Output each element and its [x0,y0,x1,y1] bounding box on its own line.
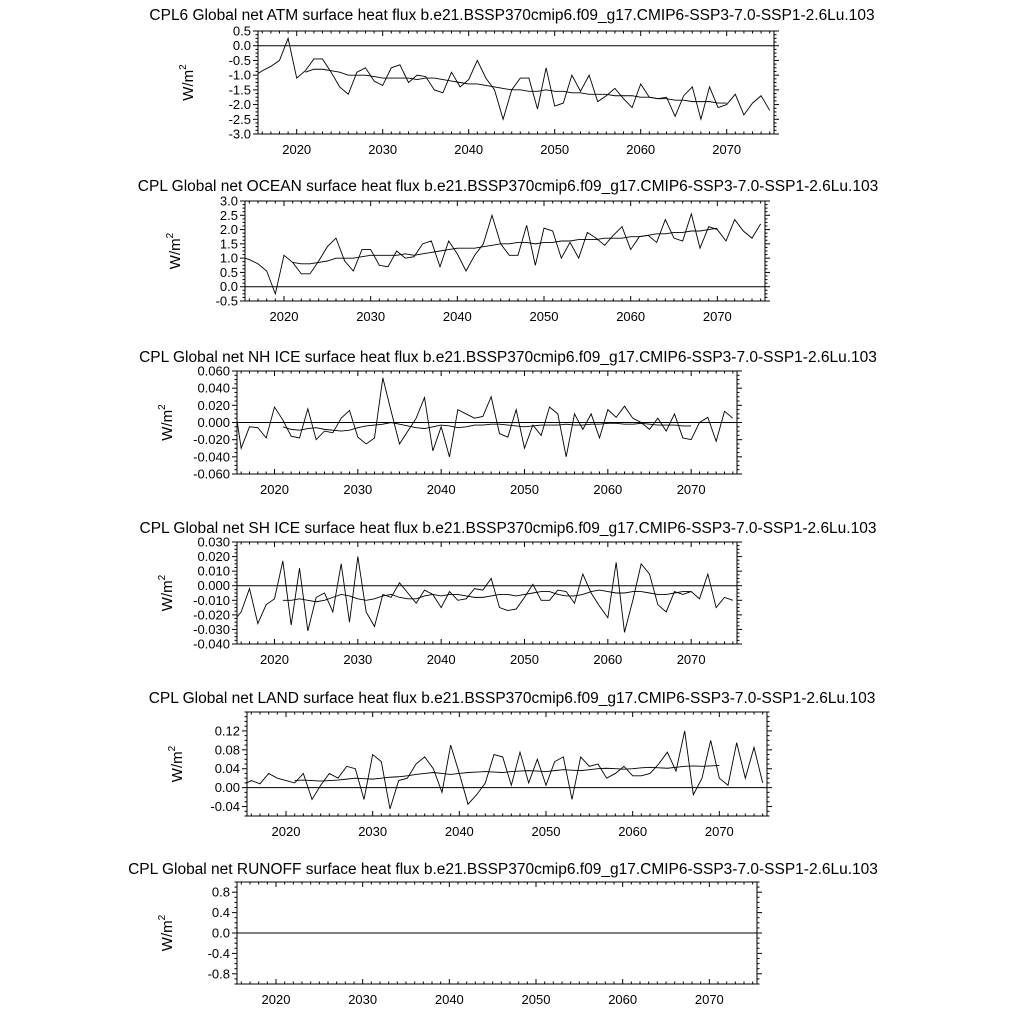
x-tick-label: 2030 [343,652,373,667]
y-tick-label: 0.00 [214,780,240,796]
y-tick-label: -0.060 [193,466,230,482]
y-tick-label: -0.8 [207,966,230,982]
y-tick-label: 0.12 [214,723,240,739]
y-tick-label: 2.0 [219,222,238,238]
y-tick-label: 3.0 [219,193,238,209]
panel-title: CPL6 Global net ATM surface heat flux b.e21.BSSP370cmip6.f09_g17.CMIP6-SSP3-7.0-SSP1-2.6Lu.103 [149,7,875,24]
x-tick-label: 2020 [271,824,301,839]
plot-frame [258,31,774,134]
y-axis-label-unit: W/m [159,409,176,441]
series-annual-line [241,214,761,294]
y-tick-label: 0.5 [232,23,251,39]
x-tick-label: 2070 [676,652,706,667]
panel-ocean [138,178,878,324]
y-tick-label: -0.020 [193,607,230,623]
panel-title: CPL Global net LAND surface heat flux b.e21.BSSP370cmip6.f09_g17.CMIP6-SSP3-7.0-SSP1-2.6Lu.103 [148,690,876,707]
x-tick-label: 2050 [510,482,539,497]
series-running-mean-line [283,423,691,432]
y-tick-label: -0.040 [193,449,230,465]
y-tick-label: -0.5 [228,52,251,68]
x-tick-label: 2040 [426,482,456,497]
y-tick-label: 1.0 [219,250,238,266]
panel-title: CPL Global net SH ICE surface heat flux b.e21.BSSP370cmip6.f09_g17.CMIP6-SSP3-7.0-SSP1-2.6Lu.103 [139,520,877,537]
y-tick-label: 0.4 [211,905,230,921]
x-tick-label: 2030 [358,824,388,839]
x-tick-label: 2060 [618,824,648,839]
series-running-mean-line [293,228,718,264]
y-axis-label-superscript: 2 [157,574,168,581]
y-tick-label: 0.020 [197,397,230,413]
y-tick-label: 0.060 [197,363,230,379]
y-tick-label: 0.000 [197,578,230,594]
y-tick-label: 0.0 [232,38,251,54]
x-tick-label: 2040 [434,992,464,1007]
y-axis-label [165,232,184,269]
y-tick-label: 0.030 [197,534,230,550]
x-tick-label: 2030 [343,482,373,497]
x-tick-label: 2050 [531,824,561,839]
y-tick-label: -1.0 [228,67,251,83]
x-tick-label: 2020 [260,482,289,497]
y-tick-label: 2.5 [219,207,238,223]
y-tick-label: -2.0 [228,97,251,113]
y-axis-label-superscript: 2 [165,232,176,239]
y-tick-label: -0.010 [193,592,230,608]
panel-atm [149,7,874,157]
x-tick-label: 2020 [282,142,312,157]
panel-title: CPL Global net OCEAN surface heat flux b.e21.BSSP370cmip6.f09_g17.CMIP6-SSP3-7.0-SSP1-2.6Lu.103 [137,178,879,195]
panel-land [149,690,876,839]
x-tick-label: 2040 [454,142,484,157]
x-tick-label: 2060 [616,309,646,324]
y-axis-label-superscript: 2 [157,404,168,410]
y-tick-label: 0.0 [211,925,230,941]
y-axis-label [157,574,176,611]
y-tick-label: 0.0 [219,279,238,295]
y-tick-label: 0.08 [214,742,240,758]
y-axis-label-unit: W/m [169,751,186,783]
panel-title: CPL Global net NH ICE surface heat flux b.e21.BSSP370cmip6.f09_g17.CMIP6-SSP3-7.0-SSP1-2.6Lu.103 [139,349,877,366]
y-tick-label: -0.040 [193,636,230,652]
x-tick-label: 2060 [593,482,623,497]
x-tick-label: 2020 [260,652,289,667]
y-tick-label: -0.5 [215,293,238,309]
x-tick-label: 2030 [368,142,398,157]
x-tick-label: 2060 [593,652,623,667]
y-tick-label: 0.000 [197,415,230,430]
y-axis-label-unit: W/m [159,920,176,952]
panel-runoff [128,861,878,1007]
panel-title: CPL Global net RUNOFF surface heat flux b.e21.BSSP370cmip6.f09_g17.CMIP6-SSP3-7.0-SSP1-2.6Lu.103 [128,861,878,878]
series-annual-line [254,38,770,119]
x-tick-label: 2070 [712,142,742,157]
x-tick-label: 2030 [348,992,378,1007]
y-tick-label: 1.5 [219,236,238,252]
y-tick-label: -0.04 [210,799,240,815]
y-tick-label: 0.020 [197,549,230,565]
plot-frame [245,201,765,301]
y-tick-label: 0.8 [211,884,230,900]
x-tick-label: 2050 [540,142,570,157]
y-tick-label: 0.5 [219,264,238,280]
series-annual-line [243,731,763,809]
series-running-mean-line [283,590,691,602]
y-axis-label-unit: W/m [167,238,184,270]
y-axis-label-unit: W/m [180,69,197,101]
y-tick-label: -0.4 [207,945,230,961]
x-tick-label: 2040 [442,309,472,324]
x-tick-label: 2040 [426,652,456,667]
y-axis-label-superscript: 2 [167,745,178,752]
y-axis-label [157,914,176,951]
y-axis-label [157,404,176,441]
y-tick-label: 0.010 [197,563,230,579]
panel-nh-ice [139,349,877,497]
x-tick-label: 2050 [510,652,539,667]
y-tick-label: -2.5 [228,111,251,127]
x-tick-label: 2070 [676,482,706,497]
y-tick-label: 0.040 [197,380,230,396]
y-tick-label: -0.020 [193,432,230,448]
y-axis-label [178,64,197,101]
x-tick-label: 2050 [521,992,551,1007]
y-axis-label-unit: W/m [159,580,176,612]
y-tick-label: -0.030 [193,621,230,637]
x-tick-label: 2070 [702,309,732,324]
y-axis-label [167,745,186,782]
x-tick-label: 2020 [261,992,291,1007]
y-axis-label-superscript: 2 [157,914,168,921]
x-tick-label: 2040 [444,824,474,839]
y-tick-label: -3.0 [228,126,251,142]
y-tick-label: -1.5 [228,82,251,98]
x-tick-label: 2070 [694,992,724,1007]
x-tick-label: 2070 [704,824,734,839]
x-tick-label: 2020 [269,309,299,324]
series-annual-line [233,378,733,457]
x-tick-label: 2050 [529,309,559,324]
series-running-mean-line [295,765,720,781]
panel-sh-ice [140,520,877,667]
x-tick-label: 2060 [626,142,656,157]
x-tick-label: 2060 [608,992,638,1007]
x-tick-label: 2030 [356,309,386,324]
plot-frame [237,542,737,644]
y-axis-label-superscript: 2 [178,64,189,70]
y-tick-label: 0.04 [214,761,240,777]
